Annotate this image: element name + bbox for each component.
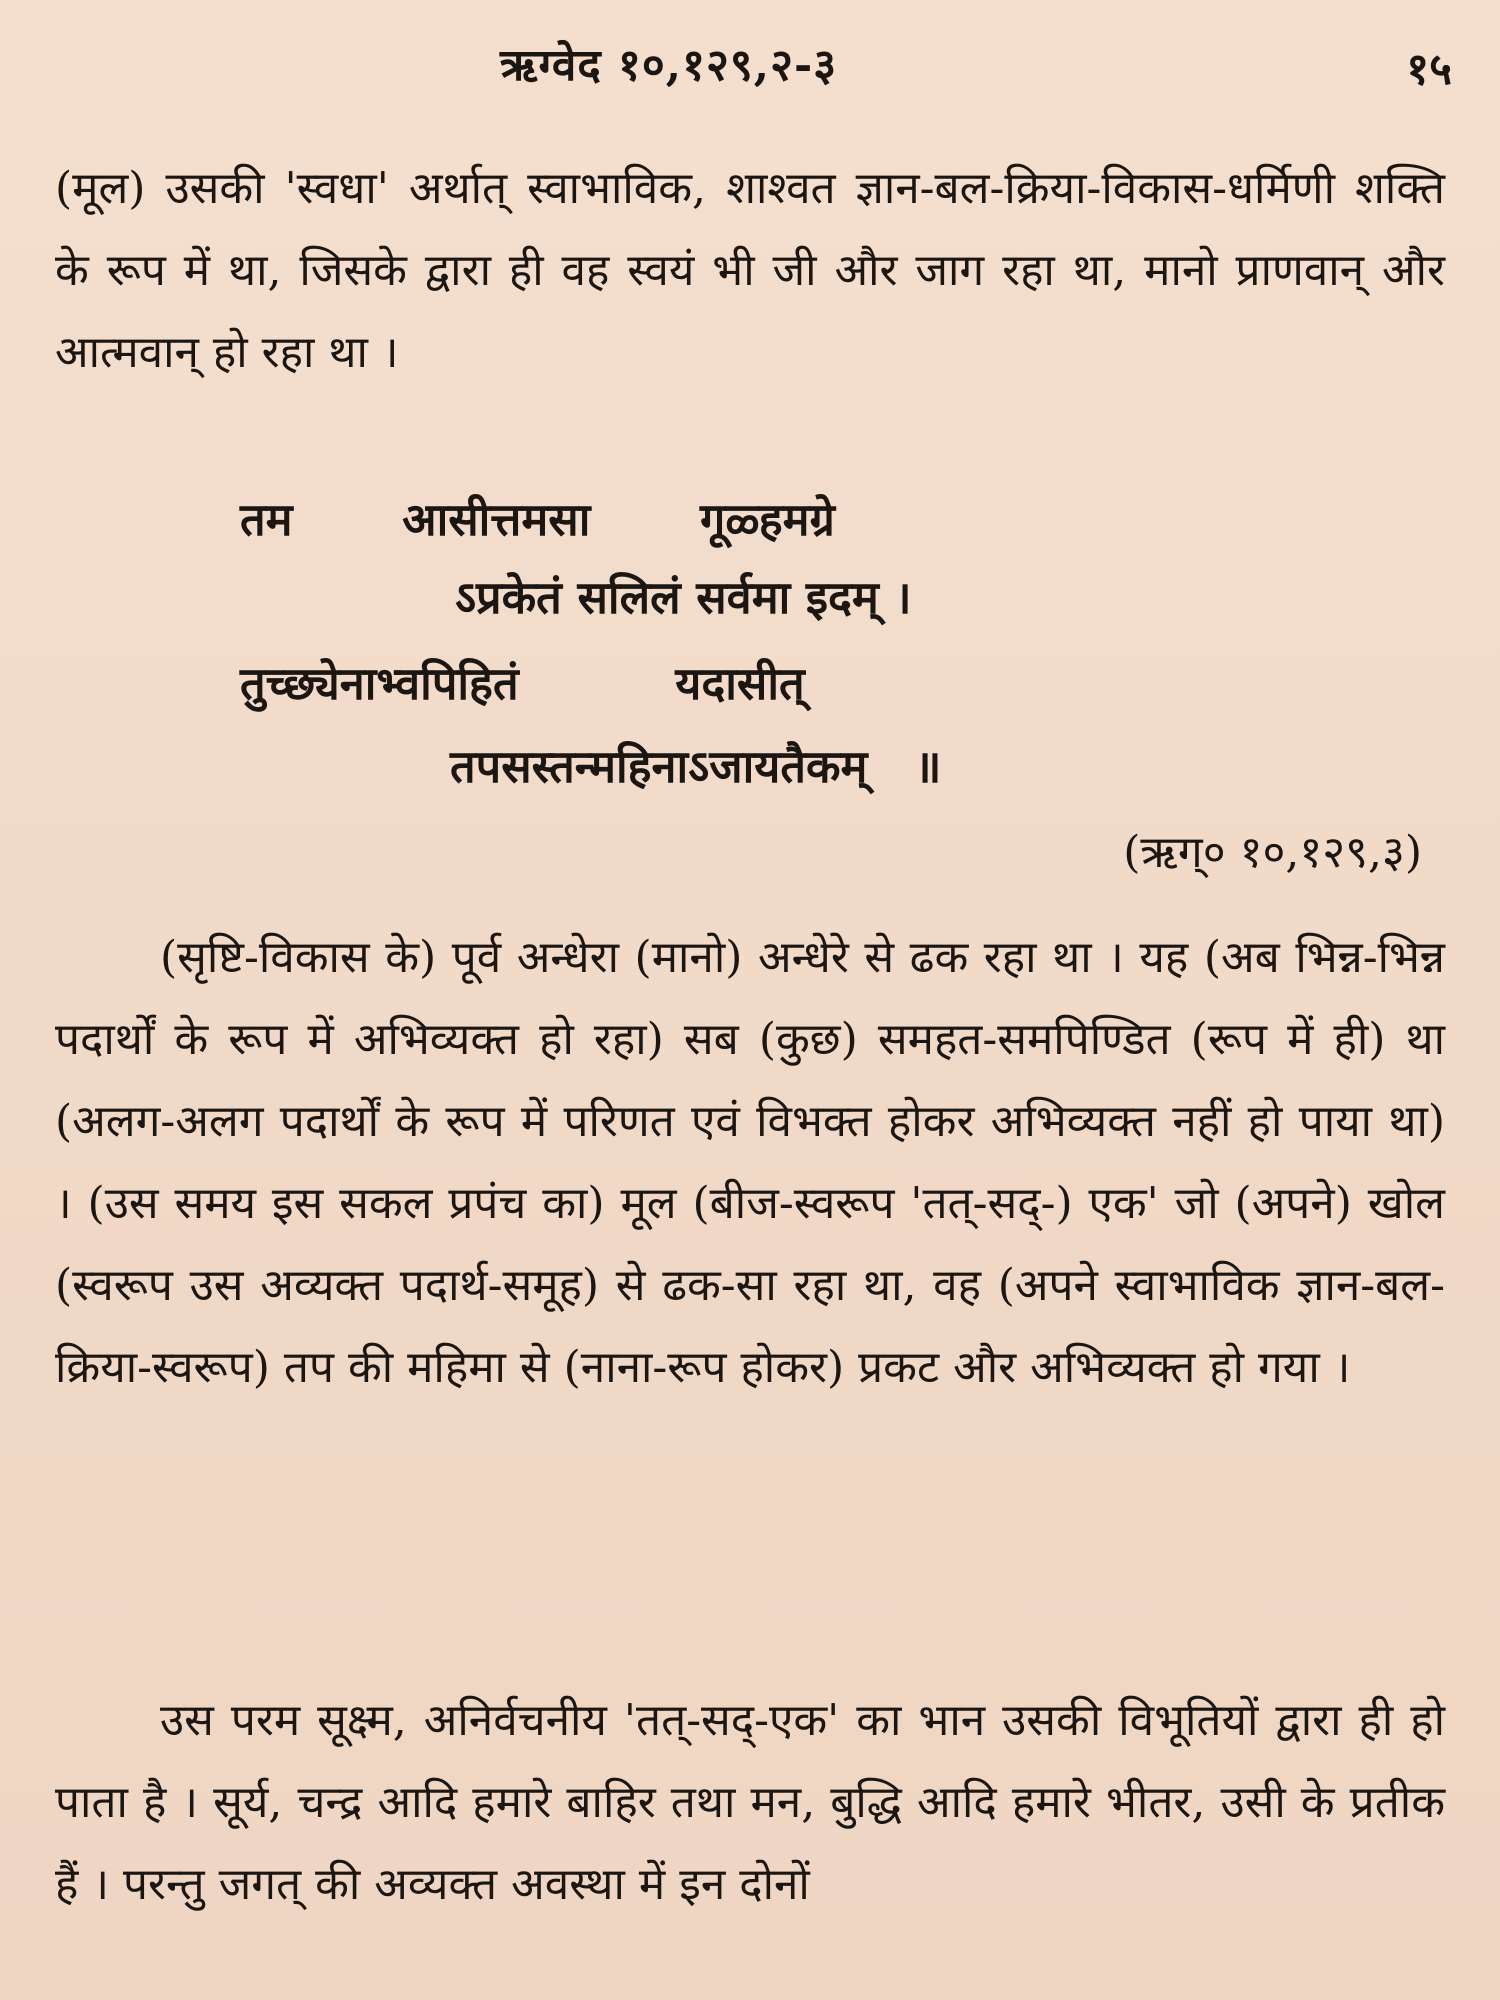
running-title: ऋग्वेद १०,१२९,२-३ (500, 40, 838, 91)
paragraph-translation: (सृष्टि-विकास के) पूर्व अन्धेरा (मानो) अन्धेरे से ढक रहा था । यह (अब भिन्न-भिन्न पदार्थों के रूप में अभिव्यक्त हो रहा) सब (कुछ) समहत-समपिण्डित (रूप में ही) था (अलग-अलग पदार्थों के रूप में परिणत एवं विभक्त होकर अभिव्यक्त नहीं हो पाया था) । (उस समय इस सकल प्रपंच का) मूल (बीज-स्वरूप 'तत्-सद्-) एक' जो (अपने) खोल (स्वरूप उस अव्यक्त पदार्थ-समूह) से ढक-सा रहा था, वह (अपने स्वाभाविक ज्ञान-बल-क्रिया-स्वरूप) तप की महिमा से (नाना-रूप होकर) प्रकट और अभिव्यक्त हो गया । (55, 932, 1445, 1393)
verse-citation: (ऋग्० १०,१२९,३) (1123, 827, 1422, 878)
paragraph-intro: (मूल) उसकी 'स्वधा' अर्थात् स्वाभाविक, शाश्वत ज्ञान-बल-क्रिया-विकास-धर्मिणी शक्ति के रूप में था, जिसके द्वारा ही वह स्वयं भी जी और जाग रहा था, मानो प्राणवान् और आत्मवान् हो रहा था । (55, 163, 1445, 378)
verse-line-3: तुच्छ्येनाभ्वपिहितं यदासीत् (240, 657, 805, 710)
page-header (0, 25, 1500, 95)
page-number: १५ (1406, 44, 1452, 95)
verse-line-4: तपसस्तन्महिनाऽजायतैकम् ॥ (450, 740, 942, 793)
verse-line-2: ऽप्रकेतं सलिलं सर्वमा इदम् । (455, 571, 912, 624)
verse-line-1: तम आसीत्तमसा गूळ्हमग्रे (240, 493, 835, 546)
paragraph-commentary: उस परम सूक्ष्म, अनिर्वचनीय 'तत्-सद्-एक' का भान उसकी विभूतियों द्वारा ही हो पाता है । सूर्य, चन्द्र आदि हमारे बाहिर तथा मन, बुद्धि आदि हमारे भीतर, उसी के प्रतीक हैं । परन्तु जगत् की अव्यक्त अवस्था में इन दोनों (55, 1695, 1445, 1910)
